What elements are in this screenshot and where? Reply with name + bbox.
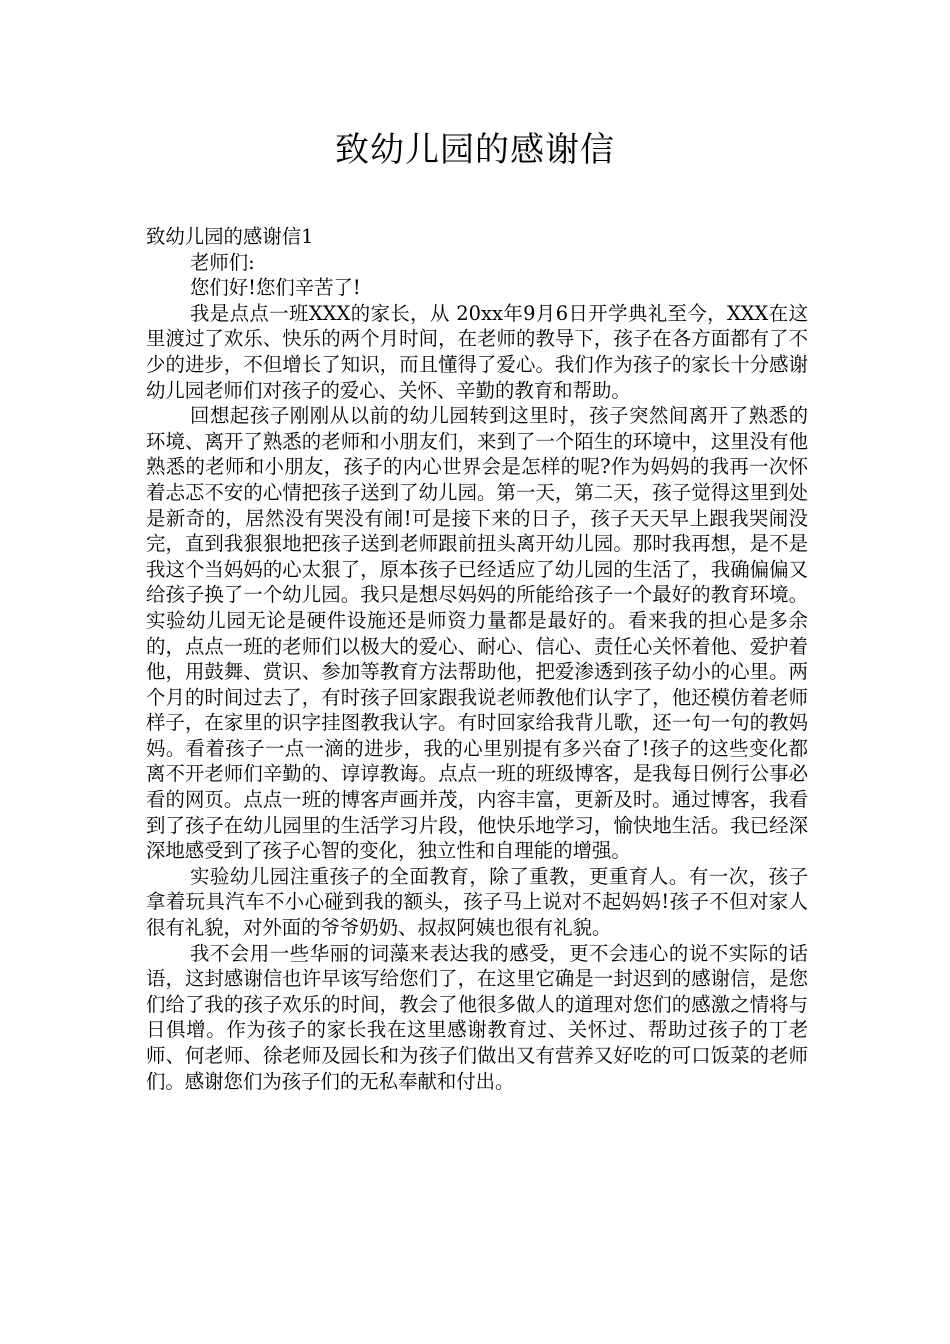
letter-paragraph: 实验幼儿园注重孩子的全面教育，除了重教，更重育人。有一次，孩子拿着玩具汽车不小心碰到我的额头，孩子马上说对不起妈妈!孩子不但对家人很有礼貌，对外面的爷爷奶奶、叔叔阿姨也很有礼貌。 xyxy=(146,864,808,940)
document-body xyxy=(146,224,808,1094)
letter-greeting: 您们好!您们辛苦了! xyxy=(190,276,361,300)
letter-salutation: 老师们: xyxy=(190,250,255,274)
letter-paragraph: 回想起孩子刚刚从以前的幼儿园转到这里时，孩子突然间离开了熟悉的环境、离开了熟悉的老师和小朋友们，来到了一个陌生的环境中，这里没有他熟悉的老师和小朋友，孩子的内心世界会是怎样的呢?作为妈妈的我再一次怀着忐忑不安的心情把孩子送到了幼儿园。第一天，第二天，孩子觉得这里到处是新奇的，居然没有哭没有闹!可是接下来的日子，孩子天天早上跟我哭闹没完，直到我狠狠地把孩子送到老师跟前扭头离开幼儿园。那时我再想，是不是我这个当妈妈的心太狠了，原本孩子已经适应了幼儿园的生活了，我确偏偏又给孩子换了一个幼儿园。我只是想尽妈妈的所能给孩子一个最好的教育环境。实验幼儿园无论是硬件设施还是师资力量都是最好的。看来我的担心是多余的，点点一班的老师们以极大的爱心、耐心、信心、责任心关怀着他、爱护着他，用鼓舞、赏识、参加等教育方法帮助他，把爱渗透到孩子幼小的心里。两个月的时间过去了，有时孩子回家跟我说老师教他们认字了，他还模仿着老师样子，在家里的识字挂图教我认字。有时回家给我背儿歌，还一句一句的教妈妈。看着孩子一点一滴的进步，我的心里别提有多兴奋了!孩子的这些变化都离不开老师们辛勤的、谆谆教诲。点点一班的班级博客，是我每日例行公事必看的网页。点点一班的博客声画并茂，内容丰富，更新及时。通过博客，我看到了孩子在幼儿园里的生活学习片段，他快乐地学习，愉快地生活。我已经深深地感受到了孩子心智的变化，独立性和自理能的增强。 xyxy=(146,404,808,863)
document-title: 致幼儿园的感谢信 xyxy=(335,130,615,170)
letter-subtitle: 致幼儿园的感谢信1 xyxy=(146,225,314,248)
letter-paragraph: 我不会用一些华丽的词藻来表达我的感受，更不会违心的说不实际的话语，这封感谢信也许早该写给您们了，在这里它确是一封迟到的感谢信，是您们给了我的孩子欢乐的时间，教会了他很多做人的道理对您们的感激之情将与日俱增。作为孩子的家长我在这里感谢教育过、关怀过、帮助过孩子的丁老师、何老师、徐老师及园长和为孩子们做出又有营养又好吃的可口饭菜的老师们。感谢您们为孩子们的无私奉献和付出。 xyxy=(146,941,808,1093)
letter-paragraph: 我是点点一班XXX的家长，从 20xx年9月6日开学典礼至今，XXX在这里渡过了欢乐、快乐的两个月时间，在老师的教导下，孩子在各方面都有了不少的进步，不但增长了知识，而且懂得了爱心。我们作为孩子的家长十分感谢幼儿园老师们对孩子的爱心、关怀、辛勤的教育和帮助。 xyxy=(146,301,808,402)
